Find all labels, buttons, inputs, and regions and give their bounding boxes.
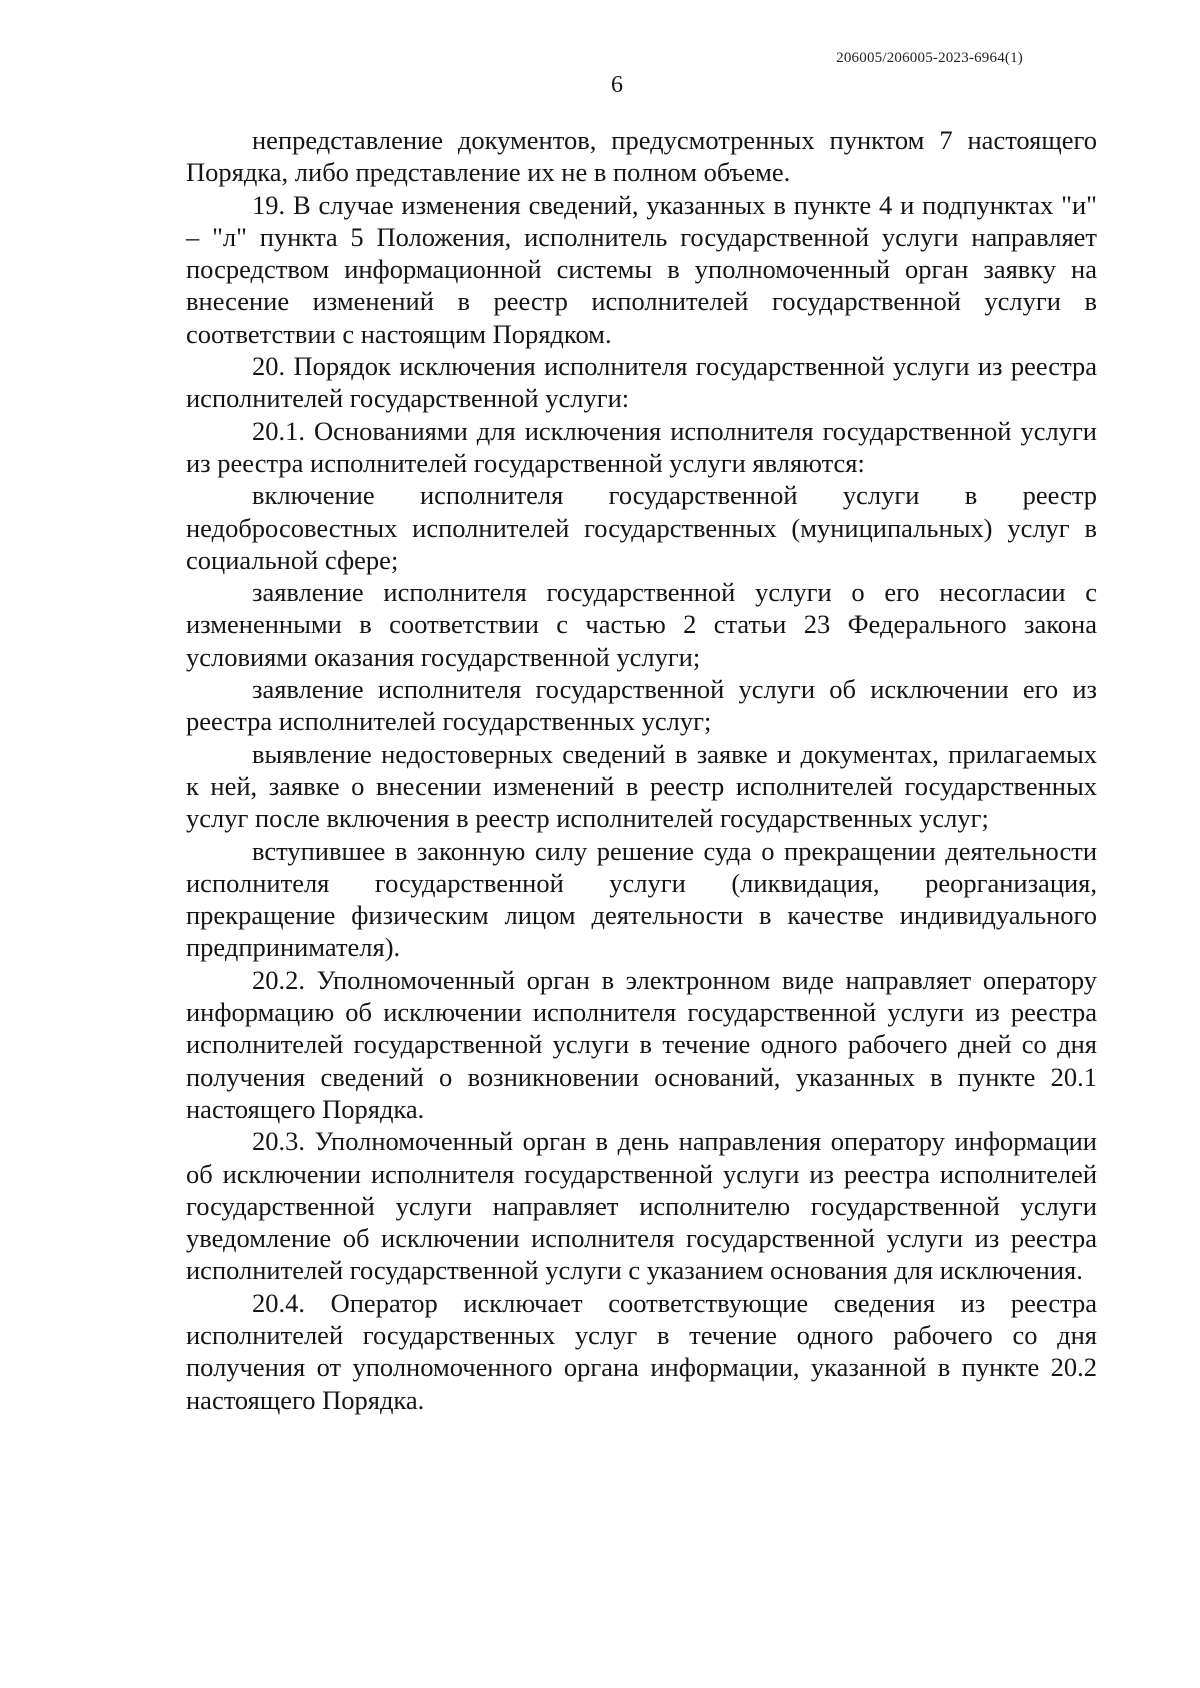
paragraph-20-1-item-2: заявление исполнителя государственной услуги о его несогласии с измененными в соответствии с частью 2 статьи 23 Федерального закона условиями оказания государственной услуги; [186,577,1097,672]
paragraph-20-1-item-4: выявление недостоверных сведений в заявке и документах, прилагаемых к ней, заявке о внесении изменений в реестр исполнителей государственных услуг после включения в реестр исполнителей государственных услуг; [186,738,1097,834]
paragraph-20: 20. Порядок исключения исполнителя государственной услуги из реестра исполнителей государственной услуги: [186,351,1097,414]
paragraph-20-3: 20.3. Уполномоченный орган в день направления оператору информации об исключении исполнителя государственной услуги из реестра исполнителей государственной услуги направляет исполнителю государственной услуги уведомление об исключении исполнителя государственной услуги из реестра исполнителей государственной услуги с указанием основания для исключения. [186,1126,1097,1286]
paragraph-20-2: 20.2. Уполномоченный орган в электронном виде направляет оператору информацию об исключении исполнителя государственной услуги из реестра исполнителей государственной услуги в течение одного рабочего дней со дня получения сведений о возникновении оснований, указанных в пункте 20.1 настоящего Порядка. [186,964,1097,1124]
paragraph-20-1-item-1: включение исполнителя государственной услуги в реестр недобросовестных исполнителей государственных (муниципальных) услуг в социальной сфере; [186,480,1097,575]
page-number: 6 [611,72,623,98]
document-body [186,124,1097,1416]
document-id: 206005/206005-2023-6964(1) [836,50,1023,66]
paragraph-20-1-item-3: заявление исполнителя государственной услуги об исключении его из реестра исполнителей государственных услуг; [186,674,1097,737]
paragraph-continuation: непредставление документов, предусмотренных пунктом 7 настоящего Порядка, либо представление их не в полном объеме. [186,125,1097,188]
paragraph-19: 19. В случае изменения сведений, указанных в пункте 4 и подпунктах "и" – "л" пункта 5 Положения, исполнитель государственной услуги направляет посредством информационной системы в уполномоченный орган заявку на внесение изменений в реестр исполнителей государственной услуги в соответствии с настоящим Порядком. [186,189,1097,349]
paragraph-20-1: 20.1. Основаниями для исключения исполнителя государственной услуги из реестра исполнителей государственной услуги являются: [186,415,1097,478]
paragraph-20-4: 20.4. Оператор исключает соответствующие сведения из реестра исполнителей государственных услуг в течение одного рабочего со дня получения от уполномоченного органа информации, указанной в пункте 20.2 настоящего Порядка. [186,1287,1097,1415]
paragraph-20-1-item-5: вступившее в законную силу решение суда о прекращении деятельности исполнителя государственной услуги (ликвидация, реорганизация, прекращение физическим лицом деятельности в качестве индивидуального предпринимателя). [186,835,1097,963]
